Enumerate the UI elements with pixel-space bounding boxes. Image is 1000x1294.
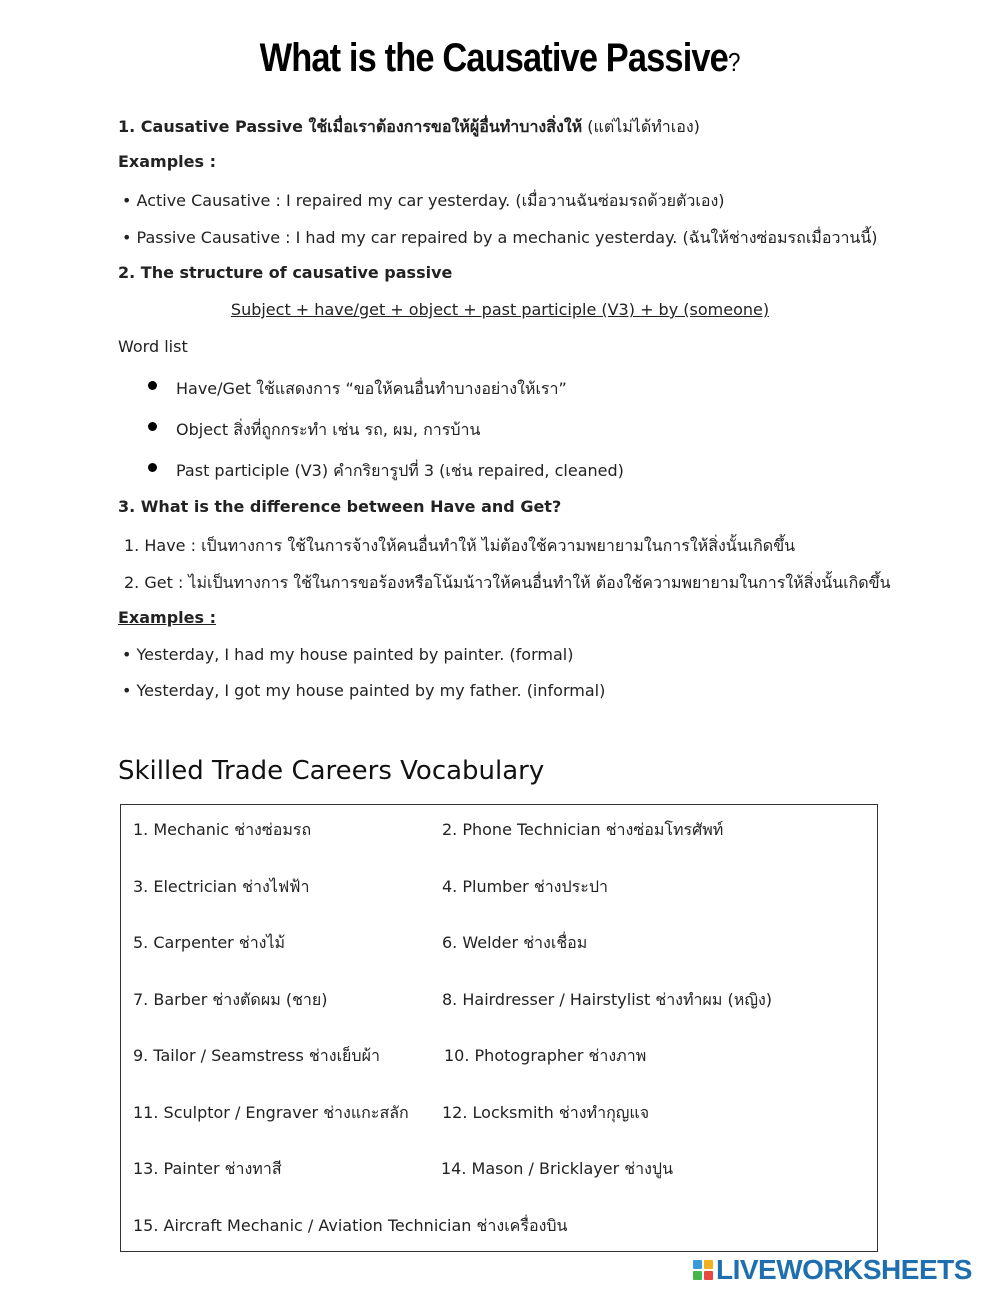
vocab-item: 11. Sculptor / Engraver ช่างแกะสลัก [133, 1103, 409, 1122]
have-definition: 1. Have : เป็นทางการ ใช้ในการจ้างให้คนอื่นทำให้ ไม่ต้องใช้ความพยายามในการให้สิ่งนั้นเกิดขึ้น [124, 536, 796, 555]
vocab-item: 3. Electrician ช่างไฟฟ้า [133, 877, 310, 896]
bullet-icon [148, 463, 157, 472]
liveworksheets-logo-icon [693, 1260, 713, 1280]
word-list-item: Have/Get ใช้แสดงการ “ขอให้คนอื่นทำบางอย่างให้เรา” [176, 379, 567, 398]
vocab-item: 4. Plumber ช่างประปา [442, 877, 608, 896]
example-active-causative: • Active Causative : I repaired my car yesterday. (เมื่อวานฉันซ่อมรถด้วยตัวเอง) [122, 191, 725, 210]
vocab-box [120, 804, 878, 1252]
vocab-item: 8. Hairdresser / Hairstylist ช่างทำผม (หญิง) [442, 990, 773, 1009]
section2-heading: 2. The structure of causative passive [118, 263, 453, 282]
vocab-item: 10. Photographer ช่างภาพ [444, 1046, 647, 1065]
vocab-item: 12. Locksmith ช่างทำกุญแจ [442, 1103, 650, 1122]
example-formal: • Yesterday, I had my house painted by painter. (formal) [122, 645, 574, 664]
vocab-item: 15. Aircraft Mechanic / Aviation Technician ช่างเครื่องบิน [133, 1216, 568, 1235]
vocab-item: 7. Barber ช่างตัดผม (ชาย) [133, 990, 328, 1009]
examples-label-2: Examples : [118, 608, 216, 627]
section1-heading: 1. Causative Passive ใช้เมื่อเราต้องการขอให้ผู้อื่นทำบางสิ่งให้ (แต่ไม่ได้ทำเอง) [118, 117, 700, 136]
liveworksheets-logo[interactable] [693, 1254, 972, 1286]
vocab-item: 9. Tailor / Seamstress ช่างเย็บผ้า [133, 1046, 380, 1065]
get-definition: 2. Get : ไม่เป็นทางการ ใช้ในการขอร้องหรือโน้มน้าวให้คนอื่นทำให้ ต้องใช้ความพยายามในการให้สิ่งนั้นเกิดขึ้น [124, 573, 891, 592]
page-title: What is the Causative Passive? [259, 36, 741, 80]
vocab-item: 5. Carpenter ช่างไม้ [133, 933, 286, 952]
vocab-item: 6. Welder ช่างเชื่อม [442, 933, 588, 952]
vocab-item: 14. Mason / Bricklayer ช่างปูน [441, 1159, 674, 1178]
word-list-label: Word list [118, 337, 188, 356]
vocab-item: 1. Mechanic ช่างซ่อมรถ [133, 820, 312, 839]
bullet-icon [148, 422, 157, 431]
structure-formula: Subject + have/get + object + past participle (V3) + by (someone) [230, 300, 770, 319]
example-informal: • Yesterday, I got my house painted by my father. (informal) [122, 681, 606, 700]
word-list-item: Past participle (V3) คำกริยารูปที่ 3 (เช่น repaired, cleaned) [176, 461, 624, 480]
word-list-item: Object สิ่งที่ถูกกระทำ เช่น รถ, ผม, การบ้าน [176, 420, 481, 439]
bullet-icon [148, 381, 157, 390]
vocab-item: 2. Phone Technician ช่างซ่อมโทรศัพท์ [442, 820, 724, 839]
examples-label: Examples : [118, 152, 216, 171]
vocab-item: 13. Painter ช่างทาสี [133, 1159, 282, 1178]
logo-text: LIVEWORKSHEETS [716, 1254, 972, 1285]
example-passive-causative: • Passive Causative : I had my car repaired by a mechanic yesterday. (ฉันให้ช่างซ่อมรถเมื่อวานนี้) [122, 228, 878, 247]
section3-heading: 3. What is the difference between Have and Get? [118, 497, 562, 516]
vocab-title: Skilled Trade Careers Vocabulary [118, 756, 545, 786]
